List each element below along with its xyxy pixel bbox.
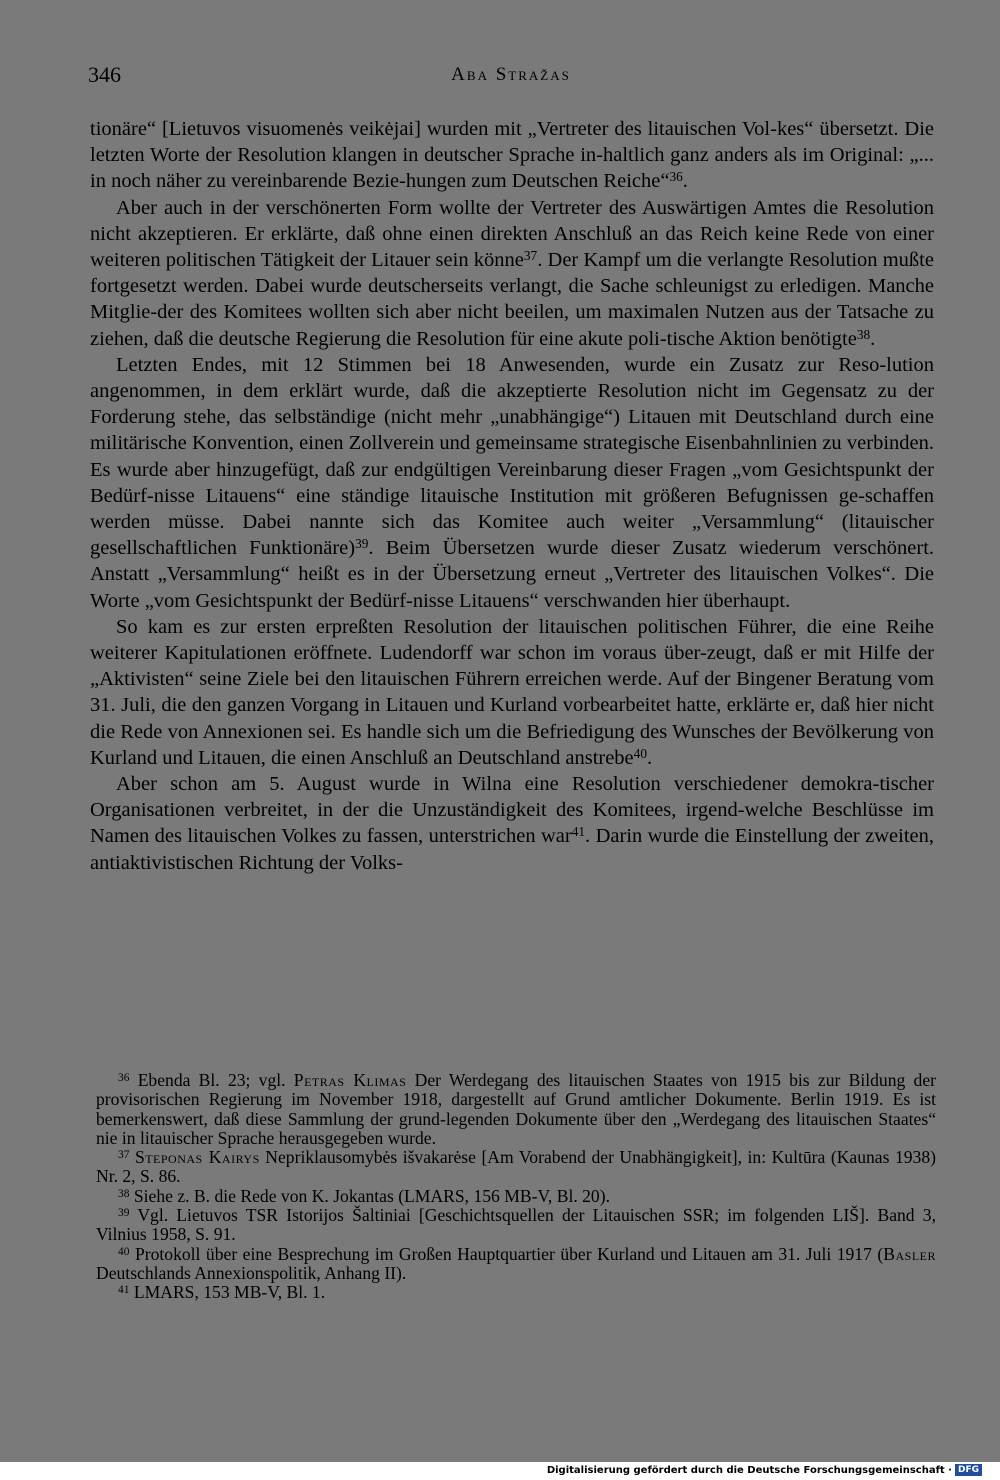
footnote-37: $^{37}$ Steponas Kairys Nepriklausomybės išvakarėse [Am Vorabend der Unabhängigkeit], in: Kultūra (Kaunas 1938) Nr. 2, S. 86.: [96, 1147, 936, 1187]
paragraph-1: tionäre“ [Lietuvos visuomenės veikėjai] wurden mit „Vertreter des litauischen Vol-kes“ übersetzt. Die letzten Worte der Resolution klangen in deutscher Sprache in-haltlich ganz anders als im Original: „... in noch näher zu vereinbarende Bezie-hungen zum Deutschen Reiche“$^{36}$.: [90, 118, 934, 193]
footnote-38: $^{38}$ Siehe z. B. die Rede von K. Jokantas (LMARS, 156 MB-V, Bl. 20).: [118, 1185, 610, 1206]
footnote-40: $^{40}$ Protokoll über eine Besprechung im Großen Hauptquartier über Kurland und Litauen am 31. Juli 1917 (Basler Deutschlands Annexionspolitik, Anhang II).: [96, 1243, 936, 1283]
footnotes: [96, 1071, 936, 1303]
footnote-39: $^{39}$ Vgl. Lietuvos TSR Istorijos Šaltiniai [Geschichtsquellen der Litauischen SSR; im folgenden LIŠ]. Band 3, Vilnius 1958, S. 91.: [96, 1205, 936, 1245]
funding-credit: [547, 1462, 982, 1478]
paragraph-5: Aber schon am 5. August wurde in Wilna eine Resolution verschiedener demokra-tischer Organisationen verbreitet, in der die Unzuständigkeit des Komitees, irgend-welche Beschlüsse im Namen des litauischen Volkes zu fassen, unterstrichen war$^{41}$. Darin wurde die Einstellung der zweiten, antiaktivistischen Richtung der Volks-: [90, 773, 935, 874]
paragraph-4: So kam es zur ersten erpreßten Resolution der litauischen politischen Führer, die eine Reihe weiterer Kapitulationen eröffnete. Ludendorff war schon im voraus über-zeugt, daß er mit Hilfe der „Aktivisten“ seine Ziele bei den litauischen Führern erreichen werde. Auf der Bingener Beratung vom 31. Juli, die den ganzen Vorgang in Litauen und Kurland vorbearbeitet hatte, erklärte er, daß hier nicht die Rede von Annexionen sei. Es handle sich um die Befriedigung des Wunsches der Bevölkerung von Kurland und Litauen, die einen Anschluß an Deutschland anstrebe$^{40}$.: [90, 615, 934, 769]
page-number: 346: [88, 62, 121, 87]
dfg-logo-icon: DFG: [955, 1464, 982, 1476]
body-text: [90, 116, 934, 876]
paragraph-2: Aber auch in der verschönerten Form wollte der Vertreter des Auswärtigen Amtes die Resolution nicht akzeptieren. Er erklärte, daß ohne einen direkten Anschluß an das Reich keine Rede von einer weiteren politischen Tätigkeit der Litauer sein könne$^{37}$. Der Kampf um die verlangte Resolution mußte fortgesetzt werden. Dabei wurde deutscherseits verlangt, die Sache schleunigst zu erledigen. Manche Mitglie-der des Komitees wollten sich aber nicht beeilen, um maximalen Nutzen aus der Tatsache zu ziehen, daß die deutsche Regierung die Resolution für eine akute poli-tische Aktion benötigte$^{38}$.: [90, 196, 934, 350]
footnote-ref-36[interactable]: 36: [669, 169, 683, 185]
page-header: [88, 62, 934, 96]
footnote-41: $^{41}$ LMARS, 153 MB-V, Bl. 1.: [118, 1282, 326, 1303]
footnote-ref-39[interactable]: 39: [355, 536, 369, 552]
footnote-ref-37[interactable]: 37: [523, 248, 538, 264]
footnote-ref-38[interactable]: 38: [856, 326, 871, 342]
footnote-ref-40[interactable]: 40: [633, 745, 647, 761]
paragraph-3: Letzten Endes, mit 12 Stimmen bei 18 Anwesenden, wurde ein Zusatz zur Reso-lution angenommen, in dem erklärt wurde, daß die akzeptierte Resolution nicht im Gegensatz zu der Forderung stehe, das selbständige (nicht mehr „unabhängige“) Litauen mit Deutschland durch eine militärische Konvention, einen Zollverein und gemeinsame strategische Eisenbahnlinien zu verbinden. Es wurde aber hinzugefügt, daß zur endgültigen Vereinbarung dieser Fragen „vom Gesichtspunkt der Bedürf-nisse Litauens“ eine ständige litauische Institution mit größeren Befugnissen ge-schaffen werden müsse. Dabei nannte sich das Komitee auch weiter „Versammlung“ (litauischer gesellschaftlichen Funktionäre)$^{39}$. Beim Übersetzen wurde dieser Zusatz wiederum verschönert. Anstatt „Versammlung“ heißt es in der Übersetzung erneut „Vertreter des litauischen Volkes“. Die Worte „vom Gesichtspunkt der Bedürf-nisse Litauens“ verschwanden hier überhaupt.: [90, 353, 935, 612]
running-head: Aba Stražas: [451, 64, 571, 85]
footnote-ref-41[interactable]: 41: [571, 824, 586, 840]
footnote-36: $^{36}$ Ebenda Bl. 23; vgl. Petras Klimas Der Werdegang des litauischen Staates von 1915 bis zur Bildung der provisorischen Regierung im November 1918, dargestellt auf Grund amtlicher Dokumente. Berlin 1919. Es ist bemerkenswert, daß diese Sammlung der grund-legenden Dokumente über den „Werdegang des litauischen Staates“ nie in litauischer Sprache herausgegeben wurde.: [96, 1070, 936, 1148]
funding-credit-text: Digitalisierung gefördert durch die Deutsche Forschungsgemeinschaft ·: [546, 1464, 952, 1476]
